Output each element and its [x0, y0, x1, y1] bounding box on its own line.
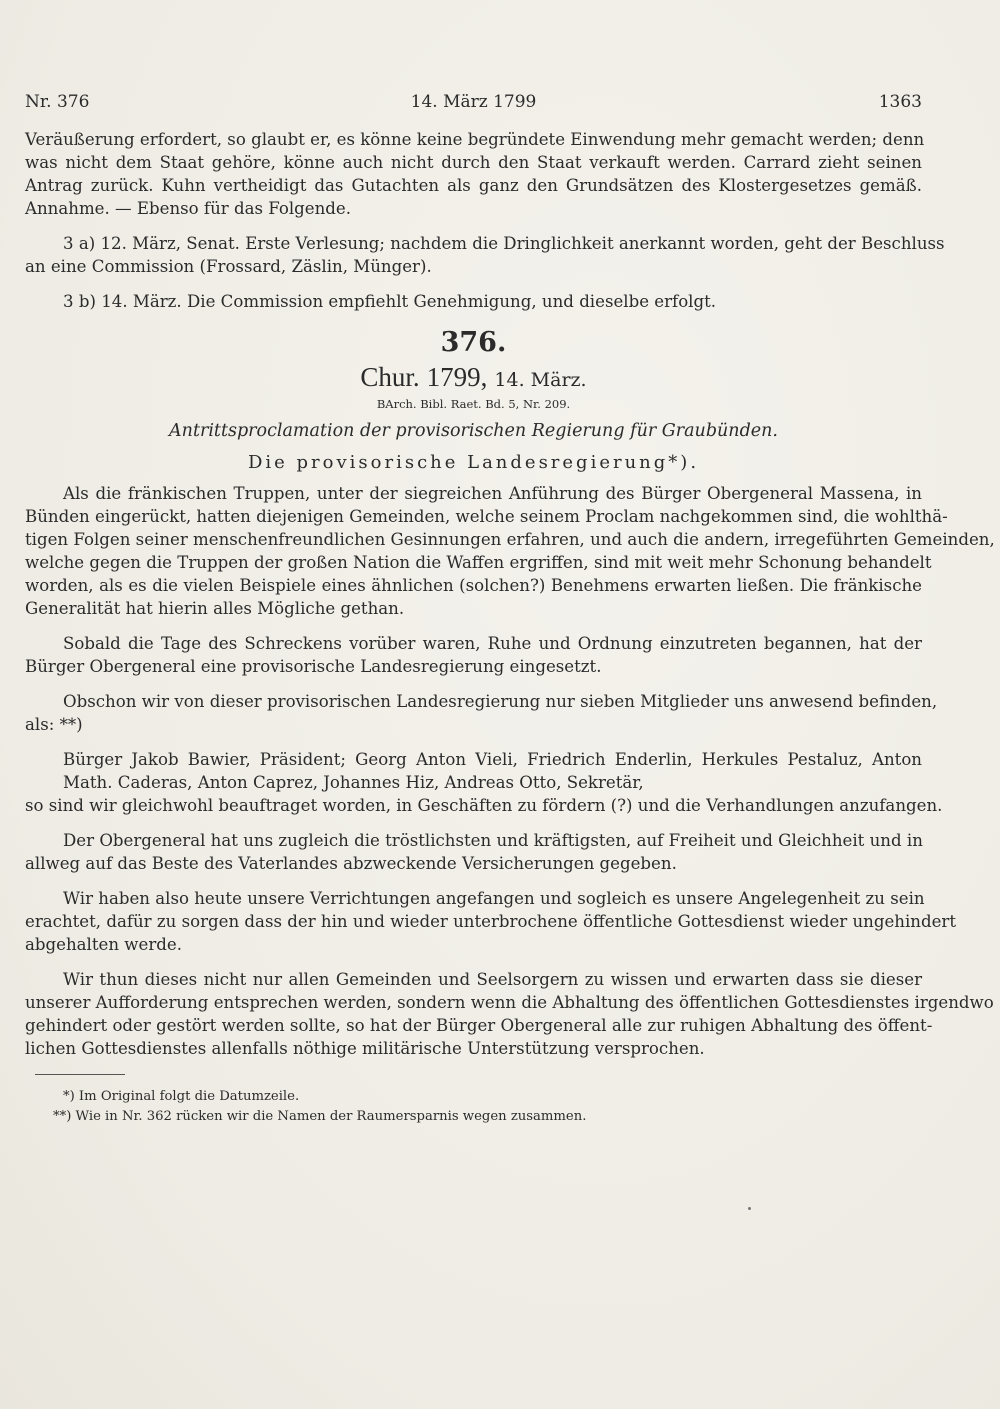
footnote-divider	[35, 1074, 125, 1075]
text-line: Bürger Obergeneral eine provisorische Landesregierung eingesetzt.	[25, 657, 602, 676]
text-line: Veräußerung erfordert, so glaubt er, es könne keine begründete Einwendung mehr gemacht werden; denn	[25, 130, 925, 149]
text-line: Der Obergeneral hat uns zugleich die tröstlichsten und kräftigsten, auf Freiheit und Gleichheit und in	[63, 831, 923, 850]
text-line: tigen Folgen seiner menschenfreundlichen Gesinnungen erfahren, und auch die andern, irregeführten Gemeinden,	[25, 530, 995, 549]
paragraph	[25, 887, 957, 956]
paragraph	[25, 690, 938, 736]
text-line: Sobald die Tage des Schreckens vorüber waren, Ruhe und Ordnung einzutreten begannen, hat der	[63, 634, 922, 653]
note-3b	[25, 290, 922, 313]
paper-speck	[748, 1207, 751, 1210]
paragraph	[25, 482, 995, 620]
text-line: lichen Gottesdienstes allenfalls nöthige militärische Unterstützung versprochen.	[25, 1039, 705, 1058]
page-body	[25, 128, 995, 1127]
text-line: welche gegen die Truppen der großen Nation die Waffen ergriffen, sind mit weit mehr Schonung behandelt	[25, 553, 932, 572]
footnote: *) Im Original folgt die Datumzeile.	[63, 1089, 300, 1104]
page-number: 1363	[878, 92, 922, 112]
text-line: an eine Commission (Frossard, Zäslin, Münger).	[25, 257, 432, 276]
text-line: gehindert oder gestört werden sollte, so hat der Bürger Obergeneral alle zur ruhigen Abhaltung des öffent-	[25, 1016, 933, 1035]
document-author: Die provisorische Landesregierung*).	[247, 452, 700, 473]
text-line: Bünden eingerückt, hatten diejenigen Gemeinden, welche seinem Proclam nachgekommen sind, die wohlthä-	[25, 507, 948, 526]
text-line: so sind wir gleichwohl beauftraget worden, in Geschäften zu fördern (?) und die Verhandlungen anzufangen.	[25, 796, 943, 815]
text-line: 3 b) 14. März. Die Commission empfiehlt Genehmigung, und dieselbe erfolgt.	[63, 292, 717, 311]
document-place: Chur.	[360, 362, 420, 392]
text-line: allweg auf das Beste des Vaterlandes abzweckende Versicherungen gegeben.	[25, 854, 677, 873]
text-line: abgehalten werde.	[25, 935, 182, 954]
text-line: Antrag zurück. Kuhn vertheidigt das Gutachten als ganz den Grundsätzen des Klostergesetzes gemäß.	[25, 176, 922, 195]
paragraph	[25, 829, 922, 875]
member-list	[25, 748, 943, 817]
text-line: unserer Aufforderung entsprechen werden, sondern wenn die Abhaltung des öffentlichen Gottesdienstes irgendwo	[25, 993, 994, 1012]
text-line: Wir haben also heute unsere Verrichtungen angefangen und sogleich es unsere Angelegenheit zu sein	[63, 889, 925, 908]
text-line: Wir thun dieses nicht nur allen Gemeinden und Seelsorgern zu wissen und erwarten dass sie dieser	[63, 970, 922, 989]
document-title: Antrittsproclamation der provisorischen Regierung für Graubünden.	[169, 421, 778, 441]
document-date: 14. März.	[494, 369, 587, 391]
running-head	[25, 92, 922, 116]
continuation-paragraph	[25, 128, 925, 220]
text-line: erachtet, dafür zu sorgen dass der hin und wieder unterbrochene öffentliche Gottesdienst wieder ungehindert	[25, 912, 957, 931]
document-number: 376.	[440, 327, 507, 358]
document-source: BArch. Bibl. Raet. Bd. 5, Nr. 209.	[376, 397, 571, 411]
footnote: **) Wie in Nr. 362 rücken wir die Namen der Raumersparnis wegen zusammen.	[53, 1109, 587, 1124]
date-header: 14. März 1799	[410, 92, 537, 112]
text-line: Math. Caderas, Anton Caprez, Johannes Hiz, Andreas Otto, Sekretär,	[63, 773, 644, 792]
paragraph	[25, 632, 922, 678]
note-3a	[25, 232, 945, 278]
footnotes	[25, 1087, 922, 1127]
document-number-header: Nr. 376	[25, 92, 90, 112]
document-place-date	[25, 360, 922, 394]
text-line: Generalität hat hierin alles Mögliche gethan.	[25, 599, 405, 618]
text-line: 3 a) 12. März, Senat. Erste Verlesung; nachdem die Dringlichkeit anerkannt worden, geht der Beschluss	[63, 234, 945, 253]
text-line: Als die fränkischen Truppen, unter der siegreichen Anführung des Bürger Obergeneral Massena, in	[63, 484, 922, 503]
text-line: worden, als es die vielen Beispiele eines ähnlichen (solchen?) Benehmens erwarten ließen. Die fränkische	[25, 576, 922, 595]
paragraph	[25, 968, 994, 1060]
text-line: Obschon wir von dieser provisorischen Landesregierung nur sieben Mitglieder uns anwesend befinden,	[63, 692, 938, 711]
text-line: Bürger Jakob Bawier, Präsident; Georg Anton Vieli, Friedrich Enderlin, Herkules Pestaluz, Anton	[63, 750, 922, 769]
document-year: 1799,	[426, 362, 488, 392]
text-line: was nicht dem Staat gehöre, könne auch nicht durch den Staat verkauft werden. Carrard zieht seinen	[25, 153, 922, 172]
text-line: Annahme. — Ebenso für das Folgende.	[25, 199, 352, 218]
text-line: als: **)	[25, 715, 83, 734]
